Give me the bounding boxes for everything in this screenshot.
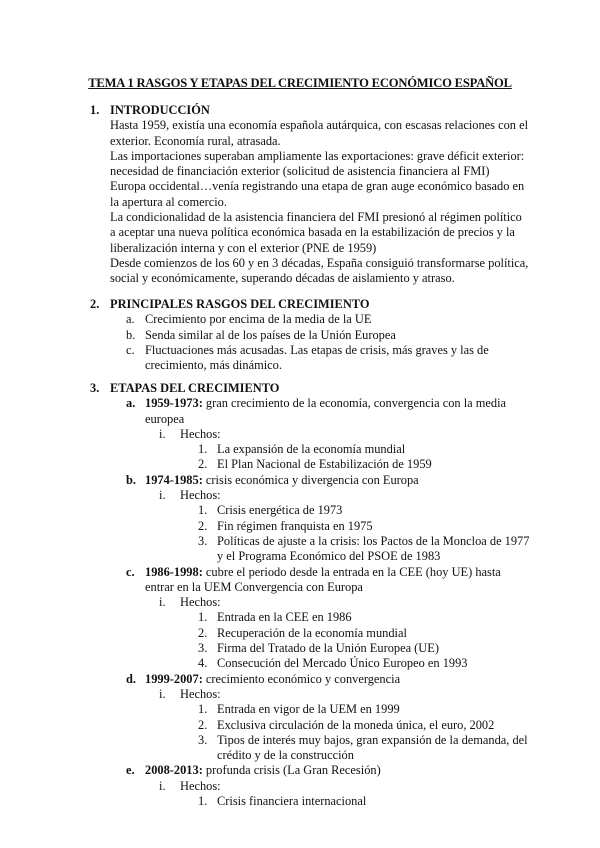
fact-item: 1. Entrada en la CEE en 1986 bbox=[198, 610, 352, 625]
stage-item: c. 1986-1998: cubre el periodo desde la entrada en la CEE (hoy UE) hasta entrar en la UEM Convergencia con Europa bbox=[126, 564, 501, 594]
paragraph: Las importaciones superaban ampliamente las exportaciones: grave déficit exterior: necesidad de financiación exterior (solicitud de asistencia financiera al FMI) bbox=[110, 148, 525, 179]
fact-item: 2. Exclusiva circulación de la moneda única, el euro, 2002 bbox=[198, 717, 495, 732]
paragraph: Europa occidental…venía registrando una etapa de gran auge económico basado en la apertura al comercio. bbox=[110, 179, 525, 209]
hechos-label: i. Hechos: bbox=[159, 686, 221, 701]
fact-item: 3. Políticas de ajuste a la crisis: los Pactos de la Moncloa de 1977 y el Programa Económico del PSOE de 1983 bbox=[198, 533, 530, 564]
fact-item: 1. Crisis financiera internacional bbox=[198, 794, 367, 809]
hechos-label: i. Hechos: bbox=[159, 426, 221, 441]
list-item: c. Fluctuaciones más acusadas. Las etapas de crisis, más graves y las de crecimiento, más dinámico. bbox=[126, 342, 489, 373]
stage-item: d. 1999-2007: crecimiento económico y convergencia bbox=[126, 671, 401, 686]
stage-item: e. 2008-2013: profunda crisis (La Gran Recesión) bbox=[126, 763, 381, 778]
fact-item: 1. Crisis energética de 1973 bbox=[198, 503, 343, 518]
rasgos-list bbox=[90, 312, 530, 373]
hechos-label: i. Hechos: bbox=[159, 595, 221, 610]
section-heading: 1. INTRODUCCIÓN bbox=[90, 103, 210, 117]
fact-item: 1. La expansión de la economía mundial bbox=[198, 442, 406, 457]
hechos-label: i. Hechos: bbox=[159, 488, 221, 503]
section-etapas bbox=[90, 381, 530, 809]
stage-item: a. 1959-1973: gran crecimiento de la economía, convergencia con la media europea bbox=[126, 396, 507, 426]
list-item: b. Senda similar al de los países de la Unión Europea bbox=[126, 327, 396, 342]
fact-item: 3. Firma del Tratado de la Unión Europea (UE) bbox=[198, 641, 439, 656]
list-item: a. Crecimiento por encima de la media de la UE bbox=[126, 312, 372, 327]
section-rasgos bbox=[90, 297, 530, 373]
paragraph: La condicionalidad de la asistencia financiera del FMI presionó al régimen político a aceptar una nueva política económica basada en la estabilización de precios y la liberalización interna y con el exterior (PNE de 1959) bbox=[110, 210, 522, 255]
fact-item: 2. Recuperación de la economía mundial bbox=[198, 625, 407, 640]
section-introduccion bbox=[90, 103, 530, 287]
fact-item: 4. Consecución del Mercado Único Europeo en 1993 bbox=[198, 656, 468, 671]
paragraph: Hasta 1959, existía una economía española autárquica, con escasas relaciones con el exterior. Economía rural, atrasada. bbox=[110, 118, 529, 148]
section-heading: 2. PRINCIPALES RASGOS DEL CRECIMIENTO bbox=[90, 297, 370, 311]
fact-item: 2. El Plan Nacional de Estabilización de 1959 bbox=[198, 457, 432, 472]
intro-body bbox=[90, 118, 530, 286]
hechos-label: i. Hechos: bbox=[159, 778, 221, 793]
fact-item: 2. Fin régimen franquista en 1975 bbox=[198, 518, 373, 533]
stage-item: b. 1974-1985: crisis económica y divergencia con Europa bbox=[126, 472, 419, 487]
section-heading: 3. ETAPAS DEL CRECIMIENTO bbox=[90, 381, 280, 395]
document-title: TEMA 1 RASGOS Y ETAPAS DEL CRECIMIENTO ECONÓMICO ESPAÑOL bbox=[88, 76, 512, 90]
fact-item: 1. Entrada en vigor de la UEM en 1999 bbox=[198, 702, 400, 717]
fact-item: 3. Tipos de interés muy bajos, gran expansión de la demanda, del crédito y de la construcción bbox=[198, 732, 528, 763]
paragraph: Desde comienzos de los 60 y en 3 décadas, España consiguió transformarse política, social y económicamente, superando décadas de aislamiento y atraso. bbox=[110, 255, 529, 286]
